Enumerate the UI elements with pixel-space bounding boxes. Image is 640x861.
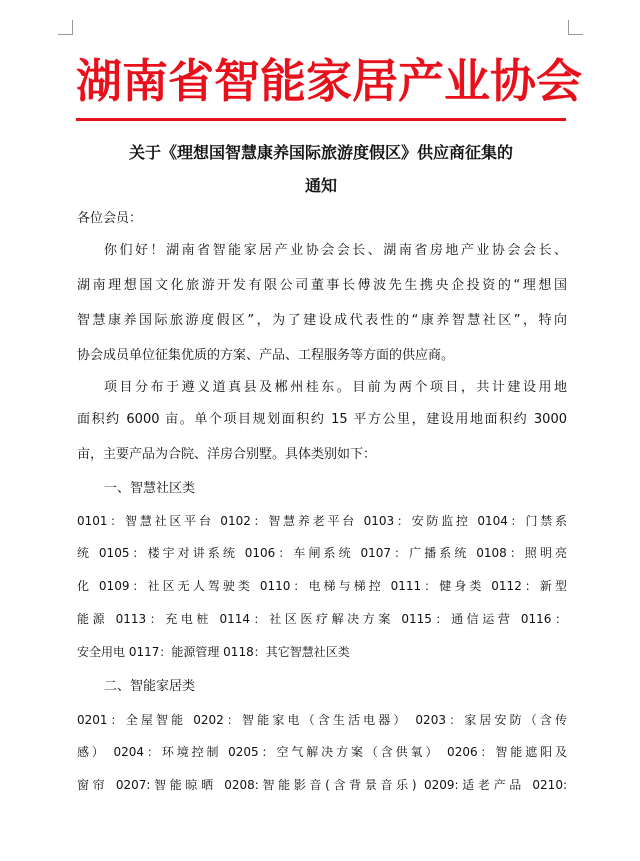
margin-corner-mark (58, 20, 73, 35)
paragraph-line: 智慧康养国际旅游度假区”，为了建设成代表性的“康养智慧社区”，特向 (77, 313, 567, 328)
category-line: 0101：智慧社区平台 0102：智慧养老平台 0103：安防监控 0104：门禁系 (77, 514, 567, 528)
masthead-rule (76, 118, 566, 121)
category-line: 0201：全屋智能 0202：智能家电（含生活电器） 0203：家居安防（含传 (77, 713, 567, 727)
section-heading: 一、智慧社区类 (104, 481, 196, 496)
category-line: 化 0109：社区无人驾驶类 0110：电梯与梯控 0111：健身类 0112：新型 (77, 579, 567, 593)
notice-title-line-1: 关于《理想国智慧康养国际旅游度假区》供应商征集的 (128, 143, 513, 162)
paragraph-line: 湖南理想国文化旅游开发有限公司董事长傅波先生携央企投资的“理想国 (77, 278, 567, 293)
category-line: 感） 0204：环境控制 0205：空气解决方案（含供氧） 0206：智能遮阳及 (77, 745, 567, 759)
paragraph-line: 你们好！湖南省智能家居产业协会会长、湖南省房地产业协会会长、 (104, 243, 567, 258)
paragraph-line: 项目分布于遵义道真县及郴州桂东。目前为两个项目，共计建设用地 (104, 380, 567, 395)
salutation: 各位会员： (77, 211, 143, 226)
category-line: 统 0105：楼宇对讲系统 0106：车闸系统 0107：广播系统 0108：照明亮 (77, 546, 567, 560)
masthead-title: 湖南省智能家居产业协会 (76, 54, 582, 108)
paragraph-line: 亩，主要产品为合院、洋房合别墅。具体类别如下： (77, 447, 377, 462)
category-line: 窗帘 0207:智能晾晒 0208:智能影音(含背景音乐) 0209:适老产品 0210: (77, 778, 567, 792)
category-line: 安全用电 0117：能源管理 0118：其它智慧社区类 (77, 645, 350, 659)
margin-corner-mark (568, 20, 583, 35)
section-heading: 二、智能家居类 (104, 679, 196, 694)
paragraph-line: 协会成员单位征集优质的方案、产品、工程服务等方面的供应商。 (77, 348, 455, 363)
paragraph-line: 面积约 6000 亩。单个项目规划面积约 15 平方公里，建设用地面积约 3000 (77, 412, 567, 427)
notice-title-line-2: 通知 (304, 176, 337, 195)
category-line: 能源 0113：充电桩 0114：社区医疗解决方案 0115：通信运营 0116： (77, 612, 567, 626)
